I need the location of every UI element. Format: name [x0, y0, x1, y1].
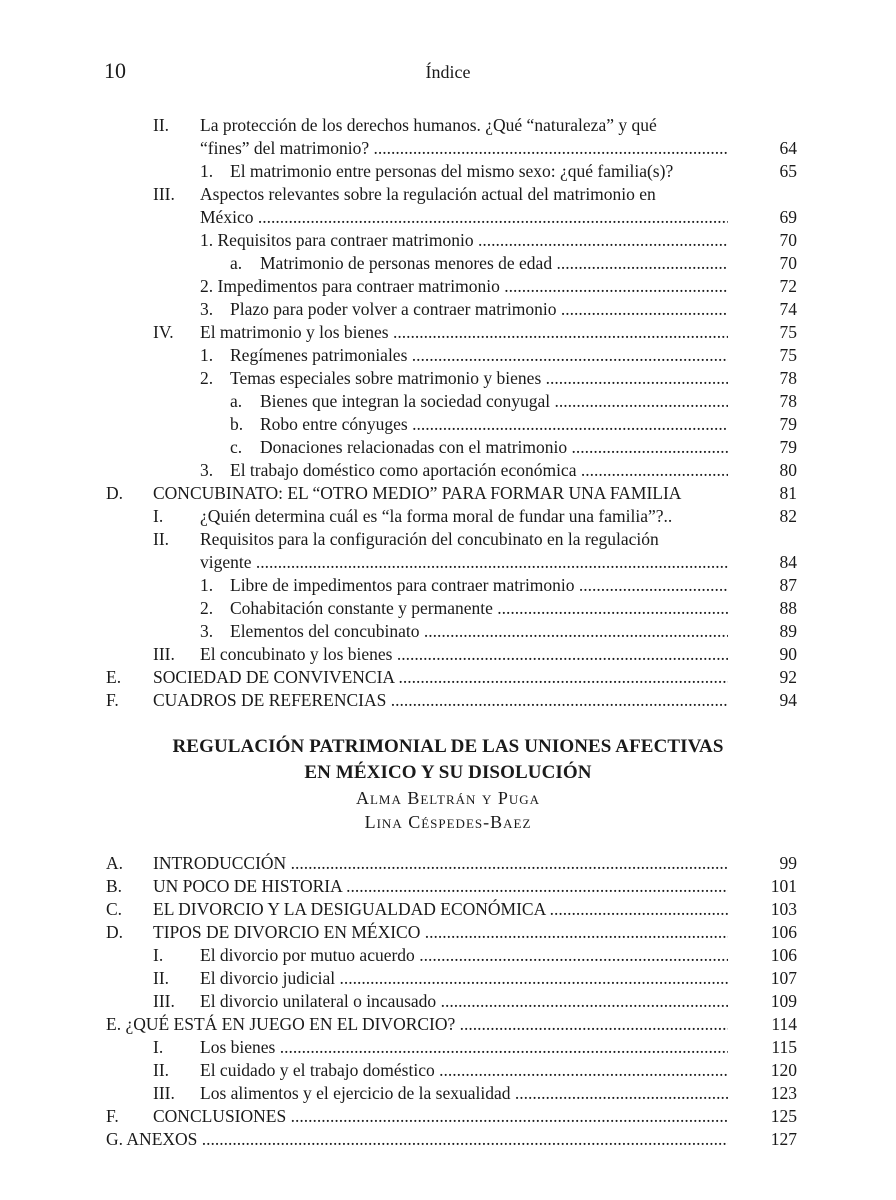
toc-entry-title: Requisitos para la configuración del concubinato en la regulación — [200, 529, 659, 549]
toc-entry-page: 72 — [779, 276, 797, 296]
toc-entry-title: Bienes que integran la sociedad conyugal ..... — [260, 390, 728, 413]
toc-entry — [0, 1059, 797, 1082]
toc-entry-title: G. ANEXOS ..... — [106, 1128, 728, 1151]
toc-entry-page: 75 — [779, 322, 797, 342]
toc-entry-title: Aspectos relevantes sobre la regulación actual del matrimonio en — [200, 184, 656, 204]
author-2: Lina Céspedes-Baez — [364, 812, 532, 832]
toc-entry — [0, 689, 797, 712]
toc-entry-label: III. — [153, 991, 175, 1011]
toc-entry-page: 89 — [779, 621, 797, 641]
toc-entry — [0, 1105, 797, 1128]
toc-entry — [0, 344, 797, 367]
toc-entry-page: 106 — [770, 945, 797, 965]
toc-entry-title: Plazo para poder volver a contraer matrimonio ..... — [230, 298, 728, 321]
toc-entry-label: 2. — [200, 598, 214, 618]
toc-entry — [0, 160, 797, 183]
toc-entry-page: 75 — [779, 345, 797, 365]
toc-entry-title: El trabajo doméstico como aportación económica ..... — [230, 459, 728, 482]
toc-entry-title: vigente ..... — [200, 551, 728, 574]
toc-entry-page: 103 — [770, 899, 797, 919]
toc-entry-title: Elementos del concubinato ..... — [230, 620, 728, 643]
toc-entry-title: El matrimonio y los bienes ..... — [200, 321, 728, 344]
toc-entry-page: 69 — [779, 207, 797, 227]
toc-entry-title: CONCUBINATO: EL “OTRO MEDIO” PARA FORMAR UNA FAMILIA — [153, 483, 682, 503]
toc-entry-page: 70 — [779, 230, 797, 250]
toc-entry-label: 3. — [200, 299, 214, 319]
toc-entry — [0, 875, 797, 898]
page-number: 10 — [104, 58, 126, 83]
toc-entry-label: F. — [106, 1106, 119, 1126]
toc-entry-title: Matrimonio de personas menores de edad ..... — [260, 252, 728, 275]
toc-entry — [0, 852, 797, 875]
toc-entry-page: 109 — [770, 991, 797, 1011]
toc-entry — [0, 643, 797, 666]
toc-entry-title: EL DIVORCIO Y LA DESIGUALDAD ECONÓMICA ..... — [153, 898, 728, 921]
toc-entry — [0, 183, 797, 206]
toc-entry-title: CONCLUSIONES ..... — [153, 1105, 728, 1128]
toc-entry-title: Robo entre cónyuges ..... — [260, 413, 728, 436]
toc-entry-title: Libre de impedimentos para contraer matrimonio ..... — [230, 574, 728, 597]
toc-entry — [0, 482, 797, 505]
toc-entry-page: 78 — [779, 391, 797, 411]
toc-entry-title: El divorcio unilateral o incausado ..... — [200, 990, 728, 1013]
toc-entry — [0, 944, 797, 967]
toc-entry-label: B. — [106, 876, 123, 896]
toc-entry-label: 1. — [200, 161, 214, 181]
toc-entry — [0, 252, 797, 275]
toc-entry-title: El concubinato y los bienes ..... — [200, 643, 728, 666]
toc-entry — [0, 1036, 797, 1059]
toc-entry-label: b. — [230, 414, 244, 434]
toc-entry — [0, 505, 797, 528]
toc-entry-page: 78 — [779, 368, 797, 388]
toc-entry — [0, 967, 797, 990]
toc-entry — [0, 1128, 797, 1151]
toc-entry-label: C. — [106, 899, 123, 919]
toc-entry-label: 3. — [200, 460, 214, 480]
toc-entry-title: Donaciones relacionadas con el matrimonio ..... — [260, 436, 728, 459]
toc-entry-page: 79 — [779, 437, 797, 457]
toc-entry-title: SOCIEDAD DE CONVIVENCIA ..... — [153, 666, 728, 689]
toc-entry-title: El matrimonio entre personas del mismo sexo: ¿qué familia(s)? — [230, 161, 674, 181]
toc-entry-title: UN POCO DE HISTORIA ..... — [153, 875, 728, 898]
section-title-line-1: REGULACIÓN PATRIMONIAL DE LAS UNIONES AFECTIVAS — [172, 736, 724, 757]
toc-entry-page: 106 — [770, 922, 797, 942]
toc-entry-label: I. — [153, 1037, 164, 1057]
toc-entry-title: E. ¿QUÉ ESTÁ EN JUEGO EN EL DIVORCIO? ..... — [106, 1013, 728, 1036]
toc-entry-title: Cohabitación constante y permanente ..... — [230, 597, 728, 620]
toc-entry-title: 2. Impedimentos para contraer matrimonio ..... — [200, 275, 728, 298]
toc-entry-label: II. — [153, 968, 170, 988]
toc-entry — [0, 528, 797, 551]
toc-entry — [0, 1082, 797, 1105]
toc-entry-page: 123 — [770, 1083, 797, 1103]
toc-entry — [0, 321, 797, 344]
toc-entry-page: 80 — [779, 460, 797, 480]
toc-entry — [0, 620, 797, 643]
toc-entry-label: IV. — [153, 322, 174, 342]
toc-entry — [0, 298, 797, 321]
toc-entry-title: El cuidado y el trabajo doméstico ..... — [200, 1059, 728, 1082]
toc-entry-label: a. — [230, 253, 243, 273]
toc-entry-title: Regímenes patrimoniales ..... — [230, 344, 728, 367]
toc-entry — [0, 1013, 797, 1036]
toc-entry-page: 90 — [779, 644, 797, 664]
toc-entry-page: 87 — [779, 575, 797, 595]
toc-entry-page: 70 — [779, 253, 797, 273]
toc-entry-label: III. — [153, 1083, 175, 1103]
toc-entry-label: II. — [153, 529, 170, 549]
toc-entry — [0, 229, 797, 252]
toc-entry-page: 107 — [770, 968, 797, 988]
toc-entry — [0, 666, 797, 689]
toc-entry-title: CUADROS DE REFERENCIAS ..... — [153, 689, 728, 712]
toc-entry-title: El divorcio judicial ..... — [200, 967, 728, 990]
toc-entry — [0, 367, 797, 390]
toc-entry-page: 81 — [779, 483, 797, 503]
toc-entry-label: III. — [153, 644, 175, 664]
toc-entry-label: E. — [106, 667, 122, 687]
toc-entry-title: “fines” del matrimonio? ..... — [200, 137, 728, 160]
toc-entry — [0, 921, 797, 944]
toc-entry — [0, 390, 797, 413]
toc-entry — [0, 206, 797, 229]
author-1: Alma Beltrán y Puga — [355, 788, 541, 808]
toc-entry — [0, 898, 797, 921]
toc-entry-page: 115 — [771, 1037, 797, 1057]
toc-entry-title: La protección de los derechos humanos. ¿Qué “naturaleza” y qué — [200, 115, 657, 135]
toc-entry-title: 1. Requisitos para contraer matrimonio ..... — [200, 229, 728, 252]
toc-entry-title: Los alimentos y el ejercicio de la sexualidad ..... — [200, 1082, 728, 1105]
running-title: Índice — [425, 62, 471, 82]
toc-entry — [0, 137, 797, 160]
toc-entry-label: D. — [106, 922, 124, 942]
toc-entry-page: 65 — [779, 161, 797, 181]
toc-entry-label: I. — [153, 506, 164, 526]
toc-entry-label: A. — [106, 853, 124, 873]
toc-entry-title: México ..... — [200, 206, 728, 229]
toc-entry — [0, 597, 797, 620]
toc-entry-title: TIPOS DE DIVORCIO EN MÉXICO ..... — [153, 921, 728, 944]
toc-entry-page: 64 — [779, 138, 797, 158]
toc-entry-page: 79 — [779, 414, 797, 434]
toc-entry-label: II. — [153, 115, 170, 135]
toc-entry-label: III. — [153, 184, 175, 204]
toc-entry-page: 92 — [779, 667, 797, 687]
toc-entry-page: 125 — [770, 1106, 797, 1126]
section-title-line-2: EN MÉXICO Y SU DISOLUCIÓN — [304, 762, 592, 783]
toc-entry-page: 74 — [779, 299, 797, 319]
toc-entry — [0, 574, 797, 597]
toc-entry-title: ¿Quién determina cuál es “la forma moral de fundar una familia”?.. — [200, 506, 673, 526]
toc-entry — [0, 551, 797, 574]
toc-entry-title: El divorcio por mutuo acuerdo ..... — [200, 944, 728, 967]
toc-entry-title: INTRODUCCIÓN ..... — [153, 852, 728, 875]
toc-entry — [0, 436, 797, 459]
toc-entry-label: 3. — [200, 621, 214, 641]
toc-entry-page: 99 — [779, 853, 797, 873]
toc-entry — [0, 114, 797, 137]
toc-entry-page: 94 — [779, 690, 797, 710]
toc-entry-label: 1. — [200, 345, 214, 365]
toc-entry-page: 88 — [779, 598, 797, 618]
toc-entry-label: II. — [153, 1060, 170, 1080]
toc-entry — [0, 275, 797, 298]
toc-entry-page: 114 — [771, 1014, 797, 1034]
toc-entry — [0, 413, 797, 436]
toc-entry — [0, 459, 797, 482]
toc-entry-title: Los bienes ..... — [200, 1036, 728, 1059]
toc-entry-label: D. — [106, 483, 124, 503]
toc-entry-label: 1. — [200, 575, 214, 595]
toc-entry-page: 127 — [770, 1129, 797, 1149]
toc-entry-label: c. — [230, 437, 243, 457]
toc-entry-title: Temas especiales sobre matrimonio y bienes ..... — [230, 367, 728, 390]
toc-entry-page: 120 — [770, 1060, 797, 1080]
toc-entry — [0, 990, 797, 1013]
toc-entry-page: 84 — [779, 552, 797, 572]
toc-entry-page: 101 — [770, 876, 797, 896]
toc-entry-label: I. — [153, 945, 164, 965]
toc-entry-label: F. — [106, 690, 119, 710]
toc-entry-page: 82 — [779, 506, 797, 526]
toc-entry-label: a. — [230, 391, 243, 411]
toc-entry-label: 2. — [200, 368, 214, 388]
